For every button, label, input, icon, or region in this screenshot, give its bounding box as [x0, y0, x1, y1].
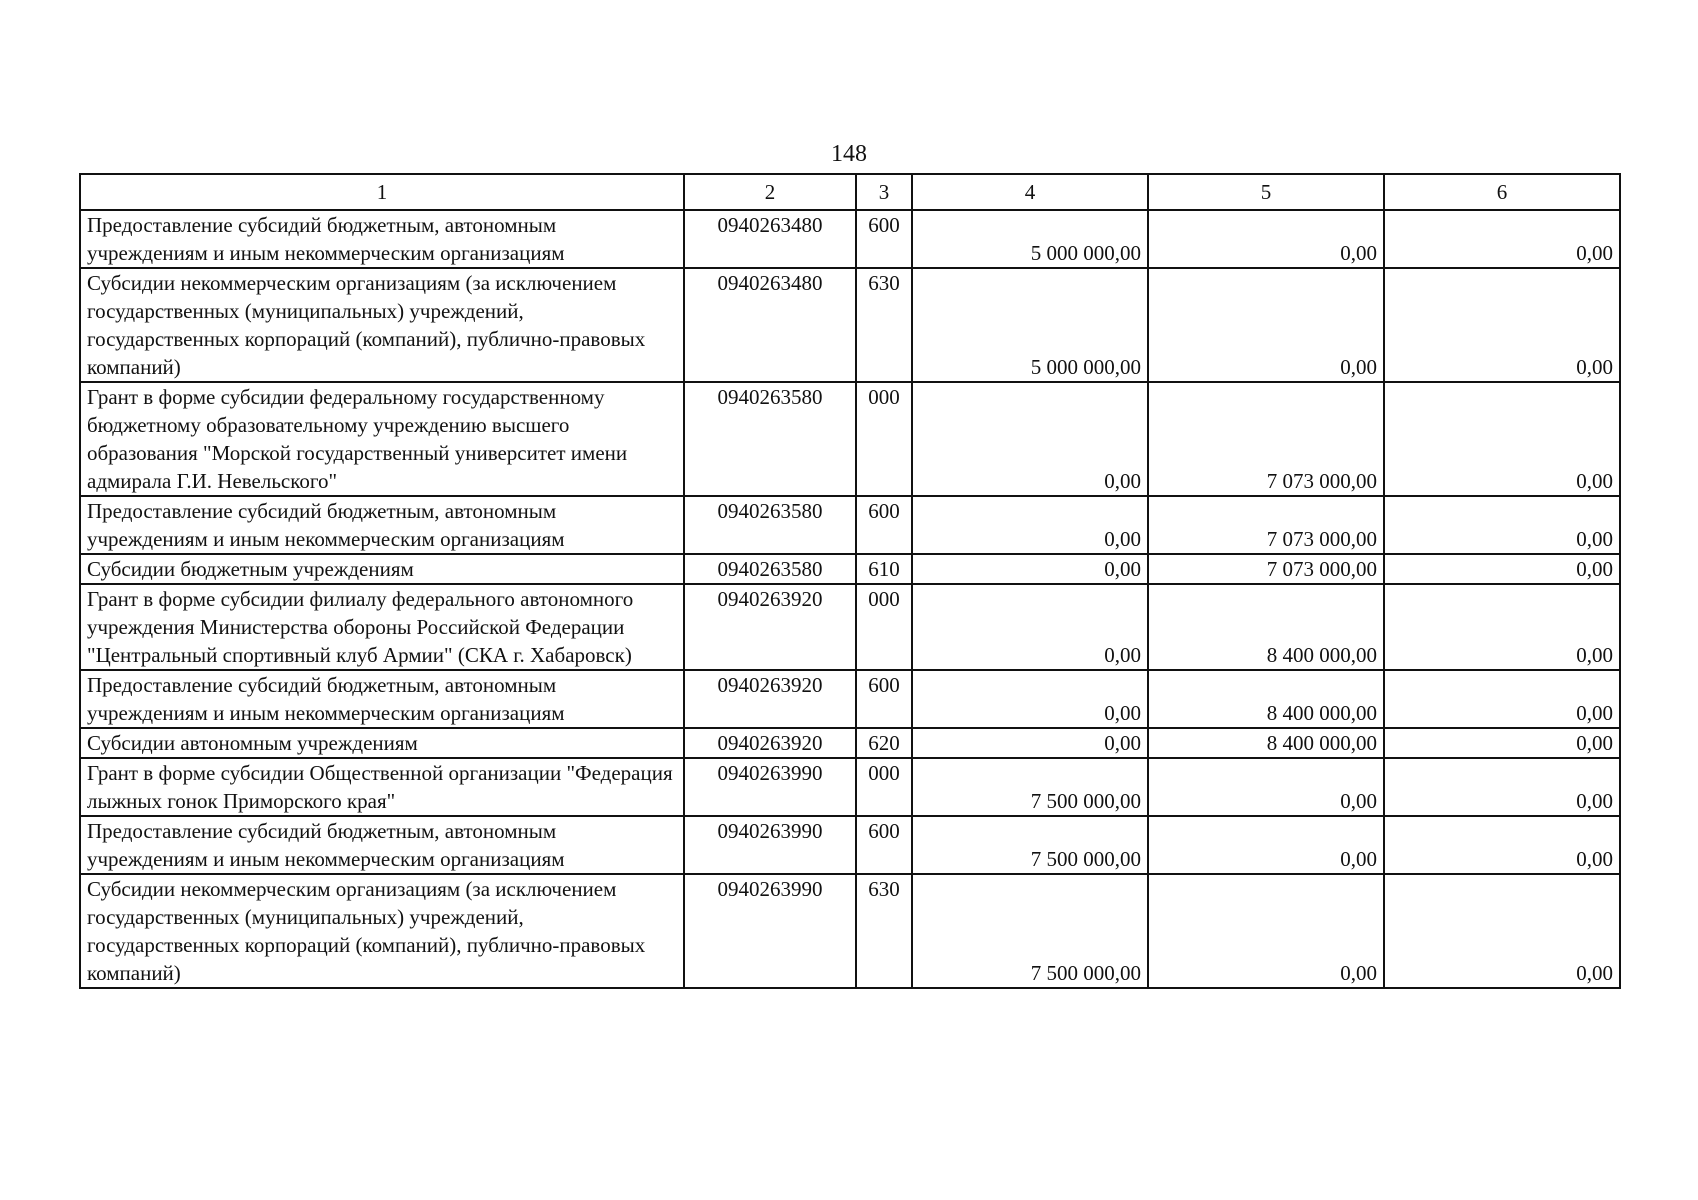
table-row: [80, 210, 1620, 268]
row-value-5: 7 073 000,00: [1148, 554, 1384, 584]
row-code: 0940263920: [684, 670, 856, 728]
row-value-4: 7 500 000,00: [912, 758, 1148, 816]
row-value-6: 0,00: [1384, 728, 1620, 758]
table-row: [80, 758, 1620, 816]
row-value-4: 5 000 000,00: [912, 268, 1148, 382]
row-expense-type: 610: [856, 554, 912, 584]
row-expense-type: 630: [856, 268, 912, 382]
row-name: Субсидии некоммерческим организациям (за исключением государственных (муниципальных) учреждений, государственных корпораций (компаний), публично-правовых компаний): [80, 268, 684, 382]
row-expense-type: 630: [856, 874, 912, 988]
row-code: 0940263580: [684, 496, 856, 554]
row-value-4: 7 500 000,00: [912, 816, 1148, 874]
row-value-6: 0,00: [1384, 554, 1620, 584]
row-name: Предоставление субсидий бюджетным, автономным учреждениям и иным некоммерческим организациям: [80, 210, 684, 268]
row-code: 0940263920: [684, 728, 856, 758]
row-value-6: 0,00: [1384, 584, 1620, 670]
row-name: Предоставление субсидий бюджетным, автономным учреждениям и иным некоммерческим организациям: [80, 816, 684, 874]
row-name: Предоставление субсидий бюджетным, автономным учреждениям и иным некоммерческим организациям: [80, 496, 684, 554]
table-row: [80, 268, 1620, 382]
page-number: 148: [831, 141, 867, 167]
row-value-4: 0,00: [912, 728, 1148, 758]
row-value-5: 7 073 000,00: [1148, 382, 1384, 496]
row-value-6: 0,00: [1384, 496, 1620, 554]
row-name: Предоставление субсидий бюджетным, автономным учреждениям и иным некоммерческим организациям: [80, 670, 684, 728]
row-value-4: 7 500 000,00: [912, 874, 1148, 988]
table-row: [80, 496, 1620, 554]
row-value-4: 0,00: [912, 382, 1148, 496]
row-value-6: 0,00: [1384, 816, 1620, 874]
row-value-6: 0,00: [1384, 874, 1620, 988]
table-row: [80, 584, 1620, 670]
column-header-2: 2: [684, 174, 856, 210]
row-code: 0940263990: [684, 874, 856, 988]
table-row: [80, 874, 1620, 988]
row-value-6: 0,00: [1384, 268, 1620, 382]
row-name: Субсидии некоммерческим организациям (за исключением государственных (муниципальных) учреждений, государственных корпораций (компаний), публично-правовых компаний): [80, 874, 684, 988]
row-expense-type: 620: [856, 728, 912, 758]
table-row: [80, 554, 1620, 584]
row-code: 0940263990: [684, 758, 856, 816]
column-header-5: 5: [1148, 174, 1384, 210]
row-expense-type: 000: [856, 584, 912, 670]
column-header-4: 4: [912, 174, 1148, 210]
row-value-6: 0,00: [1384, 210, 1620, 268]
row-name: Субсидии автономным учреждениям: [80, 728, 684, 758]
row-code: 0940263990: [684, 816, 856, 874]
table-row: [80, 816, 1620, 874]
row-expense-type: 000: [856, 382, 912, 496]
row-code: 0940263580: [684, 554, 856, 584]
budget-table: [79, 173, 1621, 989]
row-value-5: 0,00: [1148, 758, 1384, 816]
row-value-4: 0,00: [912, 496, 1148, 554]
row-value-5: 0,00: [1148, 268, 1384, 382]
row-value-4: 5 000 000,00: [912, 210, 1148, 268]
row-value-6: 0,00: [1384, 758, 1620, 816]
row-value-4: 0,00: [912, 554, 1148, 584]
row-value-5: 7 073 000,00: [1148, 496, 1384, 554]
row-expense-type: 600: [856, 816, 912, 874]
table-row: [80, 670, 1620, 728]
column-header-1: 1: [80, 174, 684, 210]
row-value-5: 8 400 000,00: [1148, 728, 1384, 758]
row-name: Грант в форме субсидии филиалу федерального автономного учреждения Министерства обороны Российской Федерации "Центральный спортивный клуб Армии" (СКА г. Хабаровск): [80, 584, 684, 670]
column-header-6: 6: [1384, 174, 1620, 210]
row-code: 0940263580: [684, 382, 856, 496]
table-row: [80, 728, 1620, 758]
column-header-3: 3: [856, 174, 912, 210]
row-code: 0940263480: [684, 210, 856, 268]
row-value-4: 0,00: [912, 584, 1148, 670]
row-value-5: 8 400 000,00: [1148, 584, 1384, 670]
row-expense-type: 600: [856, 496, 912, 554]
row-value-5: 0,00: [1148, 874, 1384, 988]
row-name: Грант в форме субсидии Общественной организации "Федерация лыжных гонок Приморского края": [80, 758, 684, 816]
row-value-6: 0,00: [1384, 670, 1620, 728]
row-expense-type: 000: [856, 758, 912, 816]
row-expense-type: 600: [856, 210, 912, 268]
row-value-5: 8 400 000,00: [1148, 670, 1384, 728]
row-code: 0940263920: [684, 584, 856, 670]
row-expense-type: 600: [856, 670, 912, 728]
header-row: [80, 174, 1620, 210]
row-value-5: 0,00: [1148, 210, 1384, 268]
row-name: Грант в форме субсидии федеральному государственному бюджетному образовательному учреждению высшего образования "Морской государственный университет имени адмирала Г.И. Невельского": [80, 382, 684, 496]
table-row: [80, 382, 1620, 496]
row-name: Субсидии бюджетным учреждениям: [80, 554, 684, 584]
row-code: 0940263480: [684, 268, 856, 382]
row-value-6: 0,00: [1384, 382, 1620, 496]
row-value-5: 0,00: [1148, 816, 1384, 874]
row-value-4: 0,00: [912, 670, 1148, 728]
